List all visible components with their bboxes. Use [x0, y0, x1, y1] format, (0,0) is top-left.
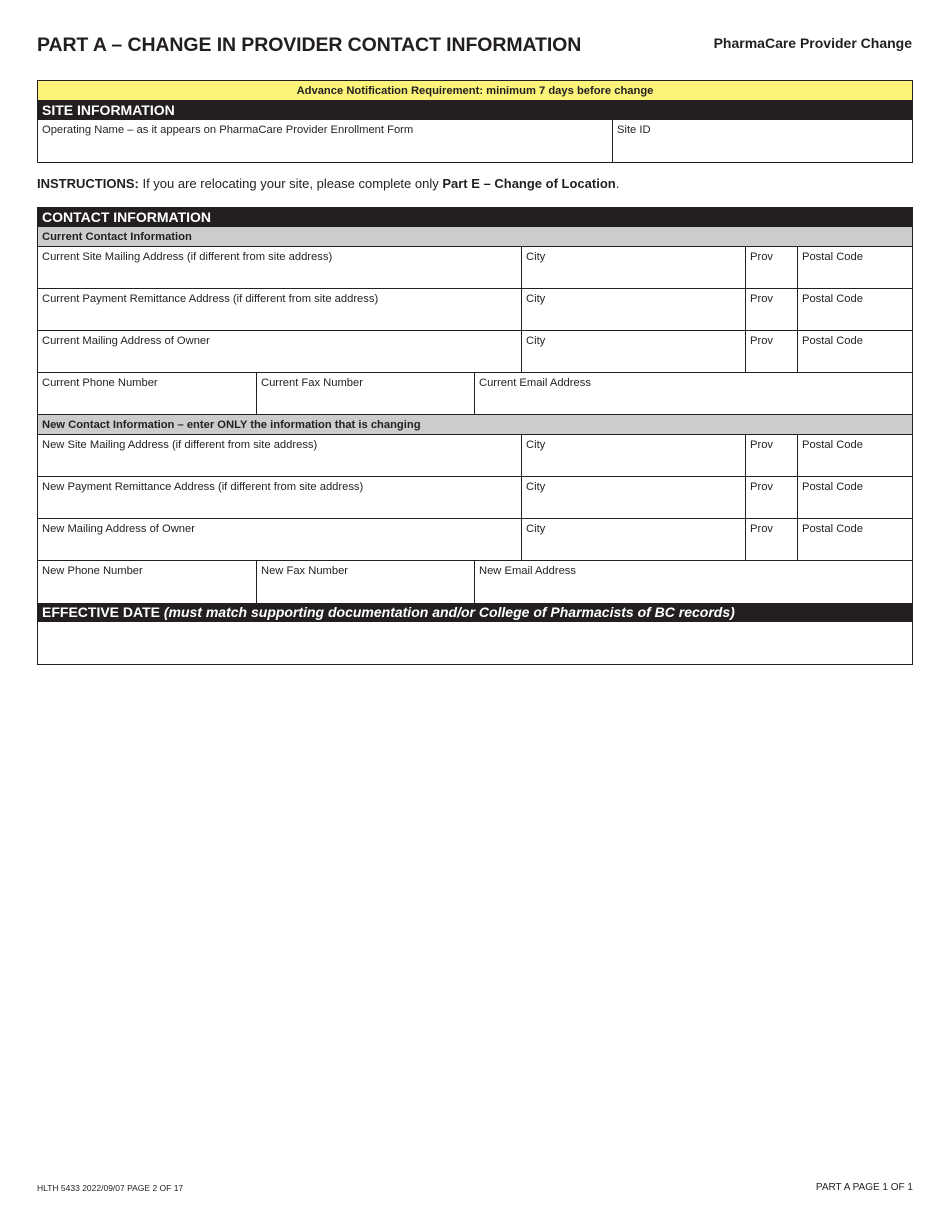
instructions	[37, 176, 619, 191]
field-label: Prov	[750, 251, 774, 263]
field-label: Current Site Mailing Address (if different from site address)	[42, 251, 333, 263]
field-label: City	[526, 481, 546, 493]
current-owner-mailing-postal-field[interactable]	[798, 331, 912, 372]
field-label: New Site Mailing Address (if different from site address)	[42, 439, 318, 451]
current-site-mailing-prov-field[interactable]	[746, 247, 798, 288]
field-label: New Mailing Address of Owner	[42, 523, 195, 535]
current-payment-remittance-row	[38, 289, 912, 331]
field-label: Prov	[750, 439, 774, 451]
new-payment-remittance-prov-field[interactable]	[746, 477, 798, 518]
current-owner-mailing-row	[38, 331, 912, 373]
field-label: New Fax Number	[261, 565, 349, 577]
new-site-mailing-prov-field[interactable]	[746, 435, 798, 476]
current-site-mailing-row	[38, 247, 912, 289]
field-label: City	[526, 293, 546, 305]
new-contact-heading: New Contact Information – enter ONLY the information that is changing	[38, 415, 912, 435]
new-owner-mailing-prov-field[interactable]	[746, 519, 798, 560]
field-label: Current Mailing Address of Owner	[42, 335, 210, 347]
new-site-mailing-city-field[interactable]	[522, 435, 746, 476]
form-code-footer: HLTH 5433 2022/09/07 PAGE 2 OF 17	[37, 1183, 184, 1193]
field-label: City	[526, 251, 546, 263]
current-phone-field[interactable]	[38, 373, 257, 414]
new-payment-remittance-address-field[interactable]	[38, 477, 522, 518]
contact-information-section	[37, 207, 913, 665]
new-owner-mailing-address-field[interactable]	[38, 519, 522, 560]
field-label: Current Payment Remittance Address (if different from site address)	[42, 293, 379, 305]
current-site-mailing-address-field[interactable]	[38, 247, 522, 288]
current-contact-heading: Current Contact Information	[38, 227, 912, 247]
current-phone-fax-email-row	[38, 373, 912, 415]
page-title: PART A – CHANGE IN PROVIDER CONTACT INFORMATION	[37, 34, 582, 56]
effective-date-note: (must match supporting documentation and/or College of Pharmacists of BC records)	[163, 604, 735, 620]
field-label: Postal Code	[802, 251, 863, 263]
field-label: Prov	[750, 481, 774, 493]
new-payment-remittance-city-field[interactable]	[522, 477, 746, 518]
current-owner-mailing-address-field[interactable]	[38, 331, 522, 372]
field-label: Postal Code	[802, 523, 863, 535]
new-site-mailing-address-field[interactable]	[38, 435, 522, 476]
field-label: Current Phone Number	[42, 377, 158, 389]
field-label: City	[526, 439, 546, 451]
new-payment-remittance-postal-field[interactable]	[798, 477, 912, 518]
current-payment-remittance-prov-field[interactable]	[746, 289, 798, 330]
current-site-mailing-postal-field[interactable]	[798, 247, 912, 288]
current-fax-field[interactable]	[257, 373, 475, 414]
operating-name-label: Operating Name – as it appears on PharmaCare Provider Enrollment Form	[42, 124, 414, 136]
new-owner-mailing-city-field[interactable]	[522, 519, 746, 560]
new-payment-remittance-row	[38, 477, 912, 519]
field-label: Postal Code	[802, 335, 863, 347]
new-owner-mailing-row	[38, 519, 912, 561]
new-site-mailing-postal-field[interactable]	[798, 435, 912, 476]
field-label: New Payment Remittance Address (if different from site address)	[42, 481, 364, 493]
field-label: Current Email Address	[479, 377, 591, 389]
site-information-section	[37, 80, 913, 163]
field-label: Prov	[750, 523, 774, 535]
current-payment-remittance-city-field[interactable]	[522, 289, 746, 330]
field-label: City	[526, 335, 546, 347]
advance-notification-banner: Advance Notification Requirement: minimum 7 days before change	[38, 81, 912, 101]
instructions-lead: INSTRUCTIONS:	[37, 176, 139, 191]
new-site-mailing-row	[38, 435, 912, 477]
field-label: Prov	[750, 293, 774, 305]
instructions-end: .	[615, 176, 620, 191]
current-payment-remittance-postal-field[interactable]	[798, 289, 912, 330]
field-label: Postal Code	[802, 481, 863, 493]
operating-name-field[interactable]	[38, 120, 613, 162]
current-site-mailing-city-field[interactable]	[522, 247, 746, 288]
field-label: Postal Code	[802, 439, 863, 451]
form-name: PharmaCare Provider Change	[713, 35, 912, 51]
current-payment-remittance-address-field[interactable]	[38, 289, 522, 330]
page-number-footer: PART A PAGE 1 OF 1	[815, 1182, 913, 1193]
contact-information-heading: CONTACT INFORMATION	[38, 208, 912, 227]
new-fax-field[interactable]	[257, 561, 475, 603]
site-information-heading: SITE INFORMATION	[38, 101, 912, 120]
site-id-field[interactable]	[613, 120, 912, 162]
new-phone-fax-email-row	[38, 561, 912, 603]
current-email-field[interactable]	[475, 373, 912, 414]
field-label: New Phone Number	[42, 565, 143, 577]
field-label: City	[526, 523, 546, 535]
new-owner-mailing-postal-field[interactable]	[798, 519, 912, 560]
instructions-part-ref: Part E – Change of Location	[442, 176, 616, 191]
instructions-text: If you are relocating your site, please complete only	[138, 176, 443, 191]
site-id-label: Site ID	[617, 124, 651, 136]
field-label: Current Fax Number	[261, 377, 363, 389]
new-phone-field[interactable]	[38, 561, 257, 603]
field-label: Postal Code	[802, 293, 863, 305]
current-owner-mailing-prov-field[interactable]	[746, 331, 798, 372]
field-label: Prov	[750, 335, 774, 347]
current-owner-mailing-city-field[interactable]	[522, 331, 746, 372]
field-label: New Email Address	[479, 565, 576, 577]
new-email-field[interactable]	[475, 561, 912, 603]
effective-date-heading	[38, 603, 912, 622]
effective-date-field[interactable]	[38, 622, 912, 664]
effective-date-title: EFFECTIVE DATE	[42, 604, 160, 620]
